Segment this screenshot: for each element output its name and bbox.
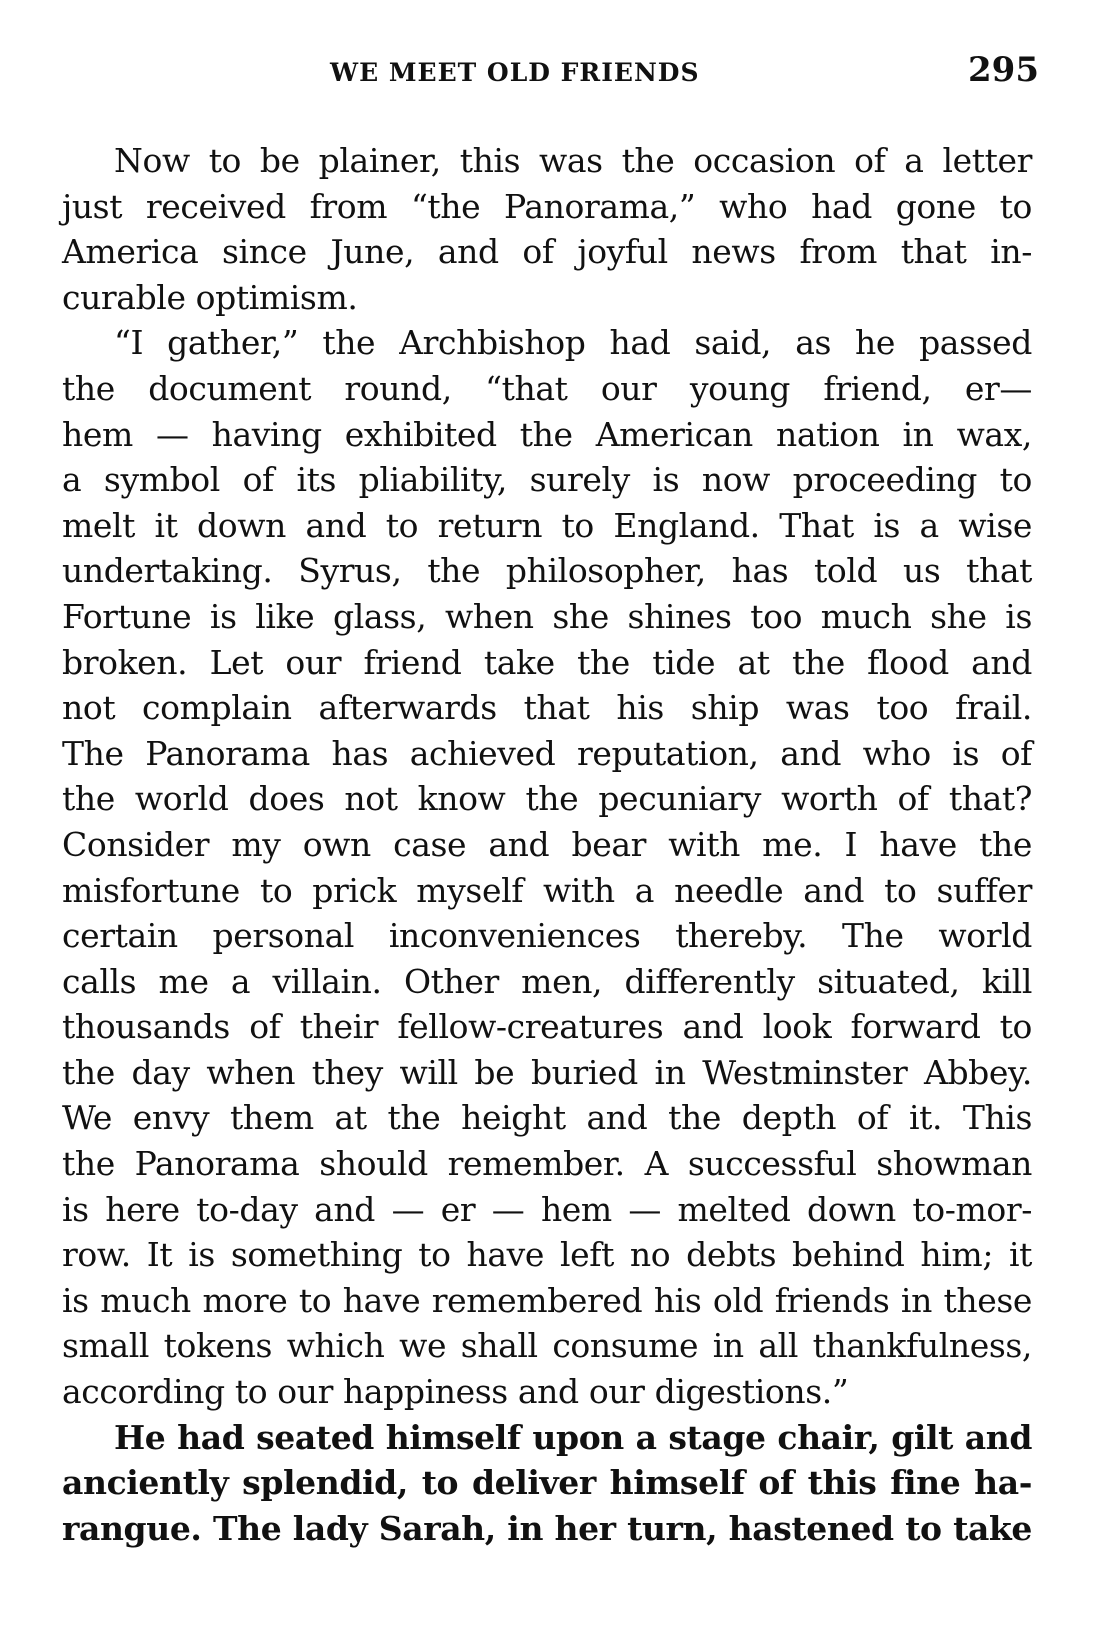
text-line: not complain afterwards that his ship was too frail. [62, 688, 1032, 728]
text-line: The Panorama has achieved reputation, and who is of [62, 733, 1032, 773]
page-number: 295 [968, 50, 1039, 90]
text-line: We envy them at the height and the depth of it. This [62, 1098, 1032, 1138]
text-line: thousands of their fellow-creatures and look forward to [62, 1007, 1032, 1047]
text-line: is here to-day and — er — hem — melted down to-mor- [62, 1189, 1032, 1229]
text-line: the Panorama should remember. A successful showman [62, 1144, 1032, 1184]
text-line: hem — having exhibited the American nation in wax, [62, 414, 1032, 454]
text-line: misfortune to prick myself with a needle and to suffer [62, 870, 1032, 910]
text-line: a symbol of its pliability, surely is now proceeding to [62, 460, 1032, 500]
text-line: the world does not know the pecuniary worth of that? [62, 779, 1032, 819]
text-line: according to our happiness and our digestions.” [62, 1372, 849, 1412]
text-line: rangue. The lady Sarah, in her turn, hastened to take [62, 1508, 1032, 1548]
text-line: the day when they will be buried in Westminster Abbey. [62, 1052, 1032, 1092]
text-line: the document round, “that our young friend, er— [62, 368, 1032, 408]
text-line: anciently splendid, to deliver himself of this fine ha- [62, 1463, 1032, 1503]
text-line: certain personal inconveniences thereby. The world [62, 916, 1032, 956]
paragraph-3 [62, 1415, 1032, 1552]
text-line: row. It is something to have left no debts behind him; it [62, 1235, 1032, 1275]
text-line: undertaking. Syrus, the philosopher, has told us that [62, 551, 1032, 591]
text-line: calls me a villain. Other men, differently situated, kill [62, 961, 1032, 1001]
paragraph-1 [62, 138, 1032, 320]
running-title: WE MEET OLD FRIENDS [330, 58, 700, 87]
text-line: Consider my own case and bear with me. I have the [62, 824, 1032, 864]
text-line: is much more to have remembered his old friends in these [62, 1280, 1032, 1320]
text-line: just received from “the Panorama,” who had gone to [62, 186, 1032, 226]
paragraph-2 [62, 320, 1032, 1414]
text-line: “I gather,” the Archbishop had said, as he passed [114, 323, 1032, 363]
body-text [62, 138, 1032, 1551]
text-line: Now to be plainer, this was the occasion of a letter [114, 141, 1032, 180]
text-line: curable optimism. [62, 277, 358, 317]
text-line: Fortune is like glass, when she shines too much she is [62, 596, 1032, 636]
text-line: broken. Let our friend take the tide at the flood and [62, 642, 1032, 682]
text-line: He had seated himself upon a stage chair, gilt and [114, 1417, 1032, 1457]
text-line: America since June, and of joyful news from that in- [62, 232, 1032, 272]
text-line: small tokens which we shall consume in all thankfulness, [62, 1326, 1032, 1366]
text-line: melt it down and to return to England. That is a wise [62, 505, 1032, 545]
